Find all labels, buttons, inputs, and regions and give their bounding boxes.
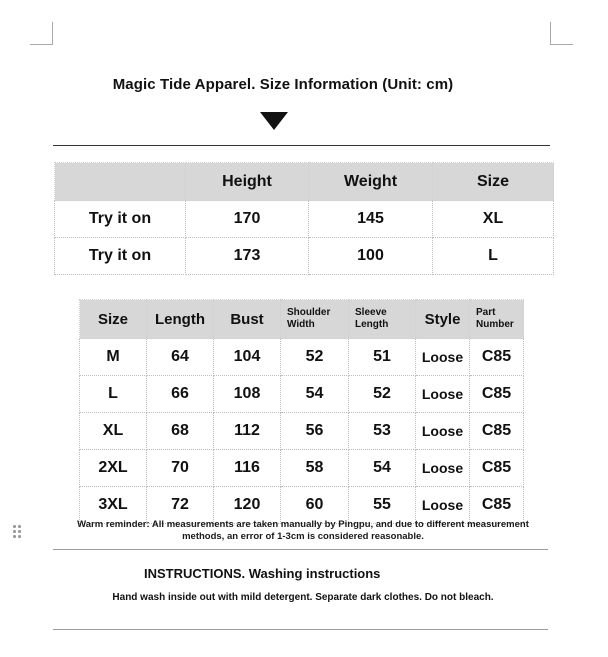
document-title: Magic Tide Apparel. Size Information (Unit: cm)	[112, 76, 454, 93]
size-header-size: Size	[80, 300, 147, 339]
instructions-text: Hand wash inside out with mild detergent. Separate dark clothes. Do not bleach.	[112, 592, 494, 603]
try-on-table	[54, 162, 554, 275]
table-cell: 72	[147, 487, 214, 524]
table-row	[80, 376, 524, 413]
down-triangle-icon	[260, 112, 288, 130]
table-cell: C85	[470, 339, 524, 376]
warm-reminder-line-1: Warm reminder: All measurements are taken manually by Pingpu, and due to different measurement	[77, 519, 529, 530]
size-header-bust: Bust	[214, 300, 281, 339]
table-row	[80, 450, 524, 487]
table-cell: Loose	[416, 413, 470, 450]
table-cell: XL	[433, 201, 554, 238]
table-row	[80, 413, 524, 450]
page-corner-mark-top-left	[30, 22, 53, 45]
table-cell: 51	[349, 339, 416, 376]
size-header-style: Style	[416, 300, 470, 339]
table-cell: 53	[349, 413, 416, 450]
table-row	[55, 201, 554, 238]
table-cell: 120	[214, 487, 281, 524]
try-on-header-weight: Weight	[309, 163, 433, 201]
table-cell: 2XL	[80, 450, 147, 487]
table-cell: C85	[470, 413, 524, 450]
table-cell: 64	[147, 339, 214, 376]
table-cell: Try it on	[55, 201, 186, 238]
table-cell: 54	[281, 376, 349, 413]
table-cell: 70	[147, 450, 214, 487]
table-cell: Loose	[416, 450, 470, 487]
table-cell: 145	[309, 201, 433, 238]
table-row	[80, 339, 524, 376]
page-corner-mark-top-right	[550, 22, 573, 45]
table-cell: 58	[281, 450, 349, 487]
divider-middle	[53, 549, 548, 550]
size-header-length: Length	[147, 300, 214, 339]
try-on-header-height: Height	[186, 163, 309, 201]
table-row	[55, 238, 554, 275]
table-cell: 173	[186, 238, 309, 275]
warm-reminder	[20, 519, 586, 543]
table-cell: 52	[281, 339, 349, 376]
try-on-header-row	[55, 163, 554, 201]
table-cell: XL	[80, 413, 147, 450]
table-cell: Loose	[416, 339, 470, 376]
table-cell: 116	[214, 450, 281, 487]
table-cell: C85	[470, 450, 524, 487]
table-cell: 112	[214, 413, 281, 450]
table-cell: 60	[281, 487, 349, 524]
divider-bottom	[53, 629, 548, 630]
table-cell: 3XL	[80, 487, 147, 524]
table-cell: 170	[186, 201, 309, 238]
table-cell: 104	[214, 339, 281, 376]
table-cell: 55	[349, 487, 416, 524]
divider-top	[53, 145, 550, 146]
size-header-shoulder-width: Shoulder Width	[281, 300, 349, 339]
table-row	[80, 487, 524, 524]
size-table	[79, 299, 524, 524]
try-on-header-empty	[55, 163, 186, 201]
table-cell: 100	[309, 238, 433, 275]
instructions-title: INSTRUCTIONS. Washing instructions	[144, 566, 381, 581]
table-cell: 54	[349, 450, 416, 487]
table-cell: C85	[470, 487, 524, 524]
size-header-part-number: Part Number	[470, 300, 524, 339]
table-cell: C85	[470, 376, 524, 413]
table-cell: 68	[147, 413, 214, 450]
table-cell: L	[80, 376, 147, 413]
table-cell: L	[433, 238, 554, 275]
size-header-row	[80, 300, 524, 339]
table-cell: 108	[214, 376, 281, 413]
table-cell: M	[80, 339, 147, 376]
try-on-header-size: Size	[433, 163, 554, 201]
table-cell: Loose	[416, 376, 470, 413]
table-cell: Loose	[416, 487, 470, 524]
size-header-sleeve-length: Sleeve Length	[349, 300, 416, 339]
table-cell: 56	[281, 413, 349, 450]
table-cell: Try it on	[55, 238, 186, 275]
table-cell: 66	[147, 376, 214, 413]
warm-reminder-line-2: methods, an error of 1-3cm is considered reasonable.	[182, 531, 424, 542]
table-cell: 52	[349, 376, 416, 413]
